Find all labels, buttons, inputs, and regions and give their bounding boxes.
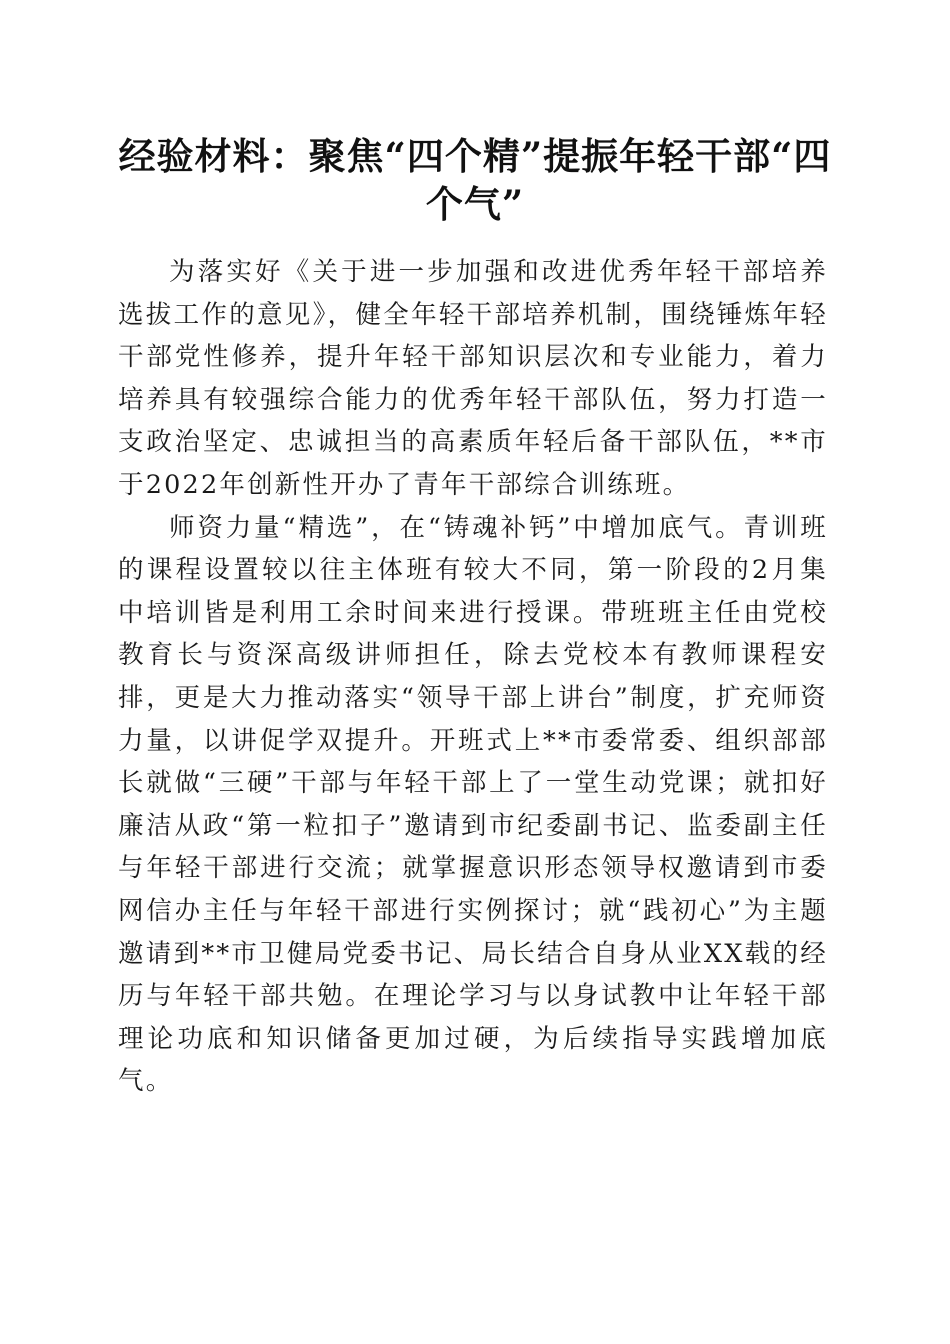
document-body bbox=[118, 251, 828, 1103]
paragraph-teachers: 师资力量“精选”，在“铸魂补钙”中增加底气。青训班的课程设置较以往主体班有较大不同，第一阶段的2月集中培训皆是利用工余时间来进行授课。带班班主任由党校教育长与资深高级讲师担任，除去党校本有教师课程安排，更是大力推动落实“领导干部上讲台”制度，扩充师资力量，以讲促学双提升。开班式上**市委常委、组织部部长就做“三硬”干部与年轻干部上了一堂生动党课；就扣好廉洁从政“第一粒扣子”邀请到市纪委副书记、监委副主任与年轻干部进行交流；就掌握意识形态领导权邀请到市委网信办主任与年轻干部进行实例探讨；就“践初心”为主题邀请到**市卫健局党委书记、局长结合自身从业XX载的经历与年轻干部共勉。在理论学习与以身试教中让年轻干部理论功底和知识储备更加过硬，为后续指导实践增加底气。 bbox=[118, 512, 828, 1097]
document-title: 经验材料：聚焦“四个精”提振年轻干部“四个气” bbox=[118, 134, 832, 226]
paragraph-intro: 为落实好《关于进一步加强和改进优秀年轻干部培养选拔工作的意见》，健全年轻干部培养机制，围绕锤炼年轻干部党性修养，提升年轻干部知识层次和专业能力，着力培养具有较强综合能力的优秀年轻干部队伍，努力打造一支政治坚定、忠诚担当的高素质年轻后备干部队伍，**市于2022年创新性开办了青年干部综合训练班。 bbox=[118, 257, 828, 500]
